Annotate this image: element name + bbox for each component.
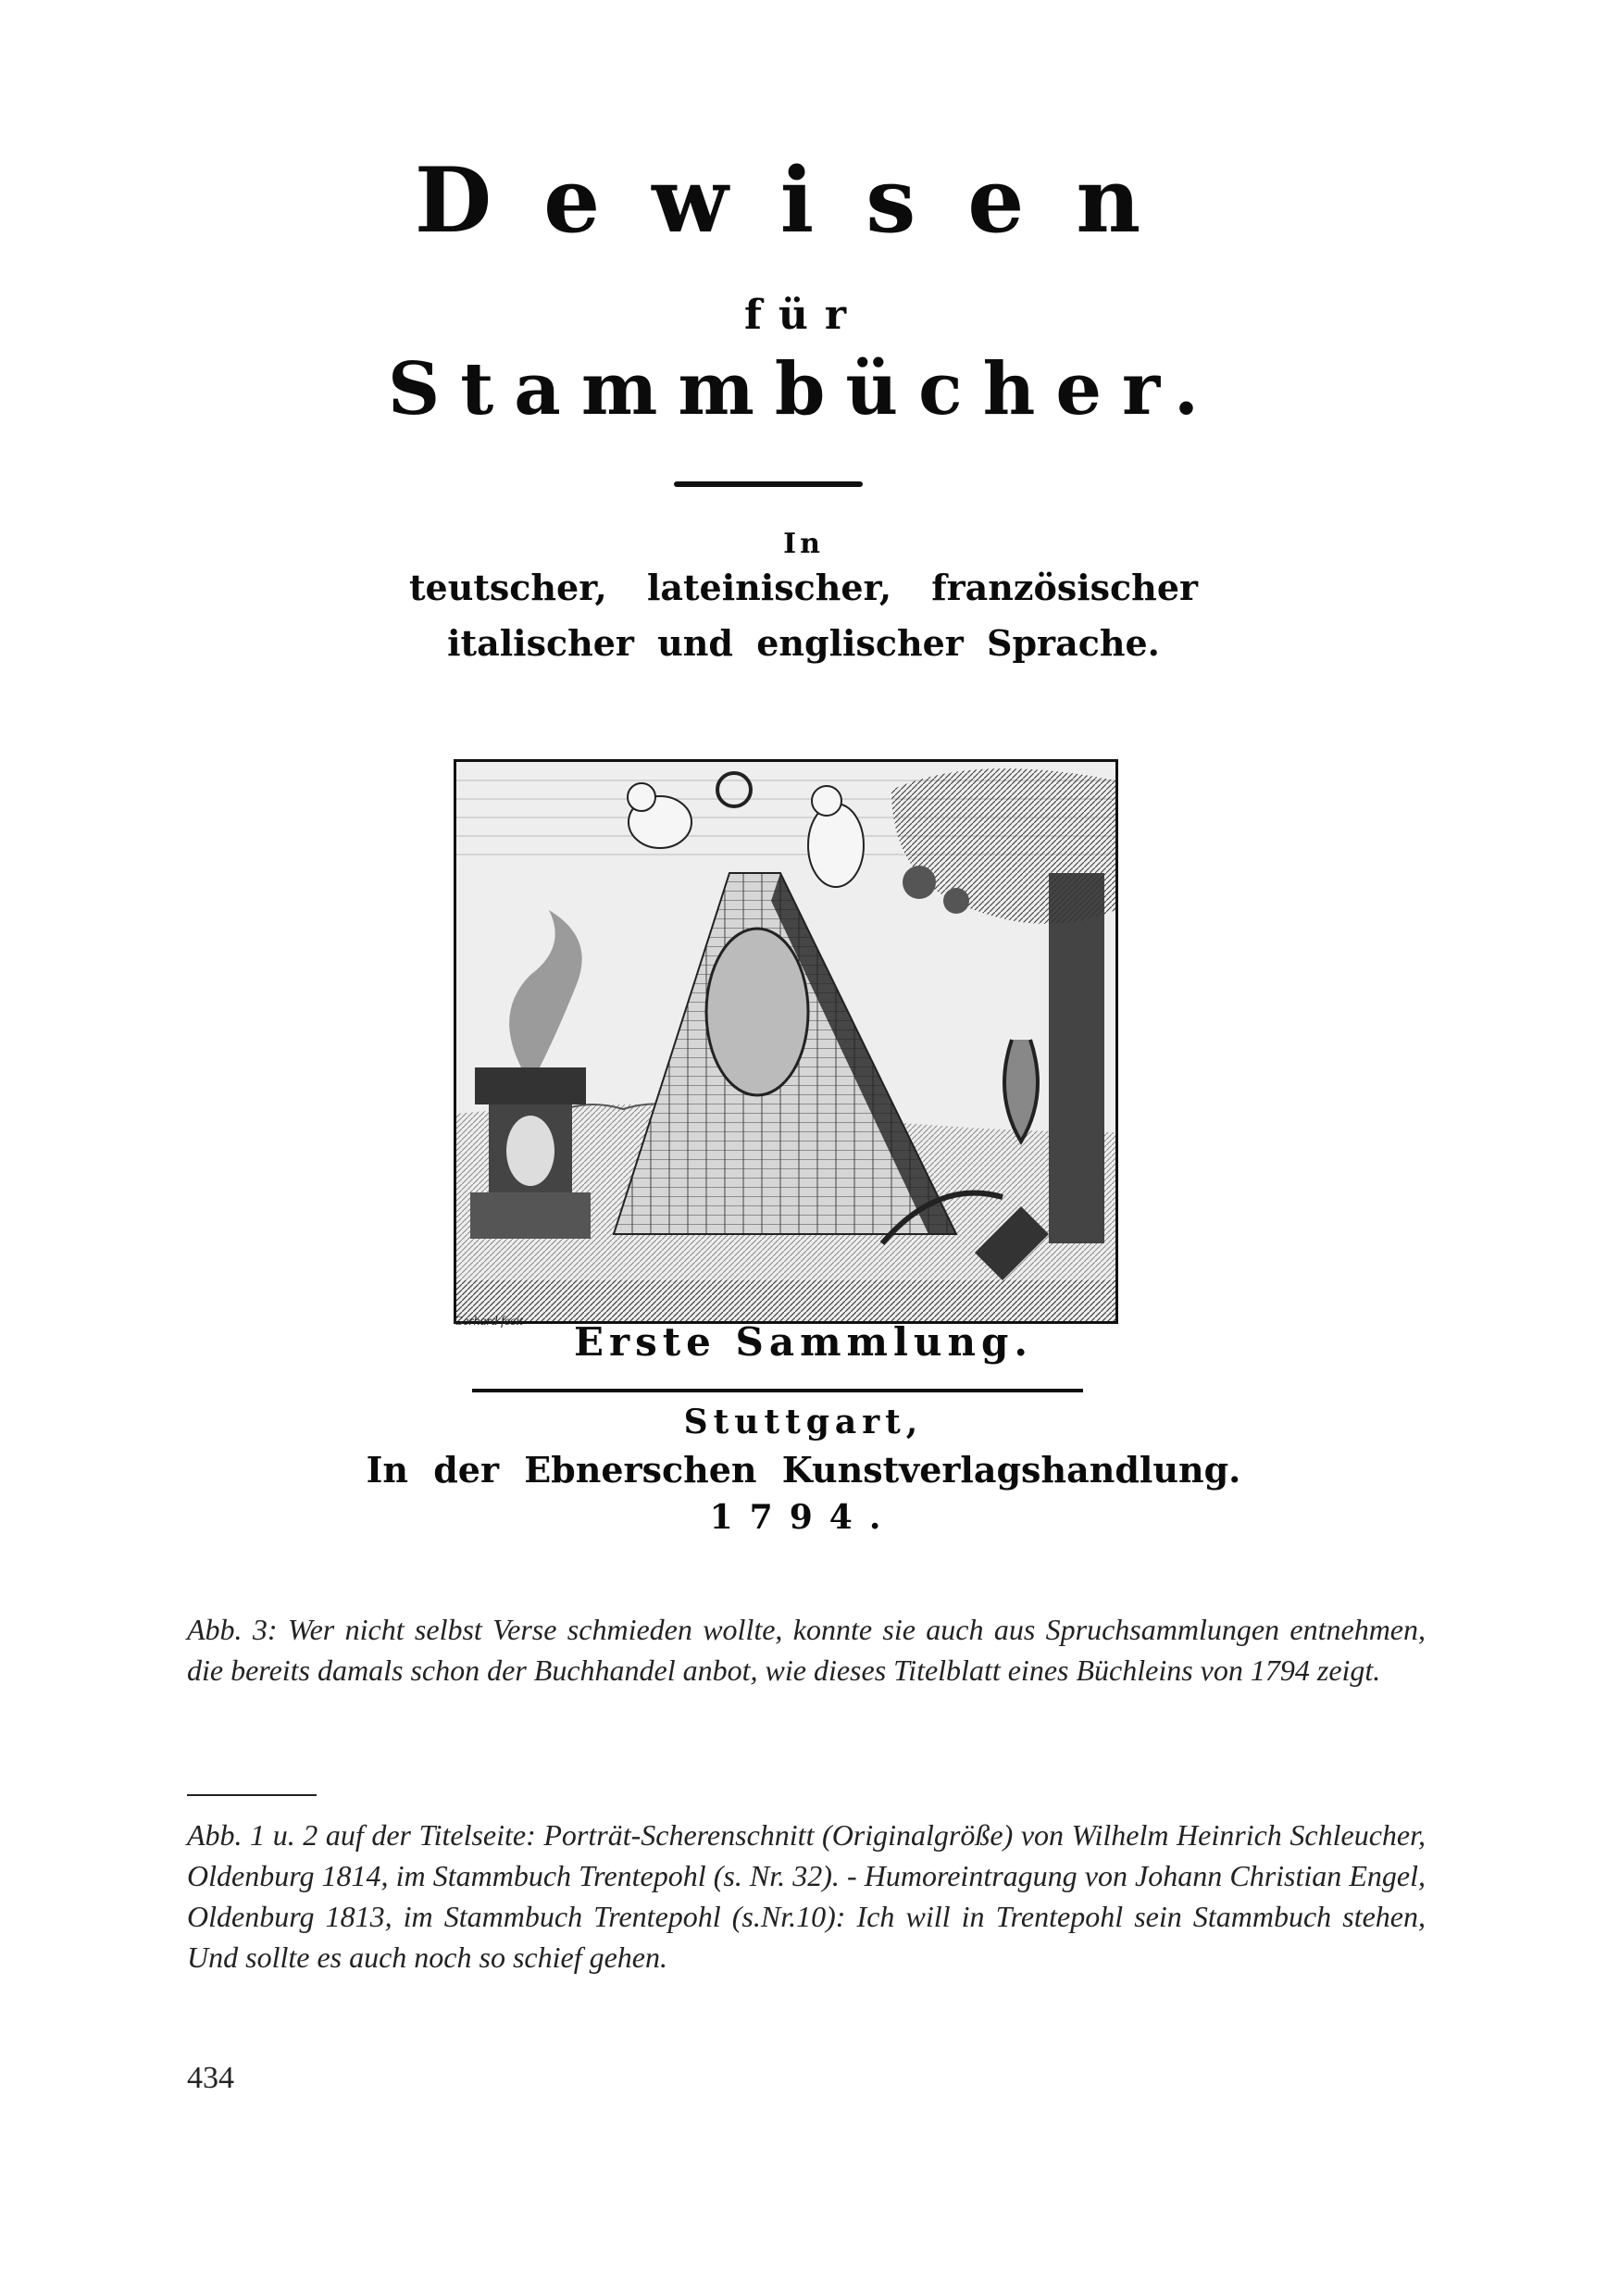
edition-label: Erste Sammlung.: [574, 1319, 1033, 1365]
engraving-illustration: [454, 759, 1118, 1324]
imprint-divider: [472, 1389, 1083, 1392]
engraver-signature: Gerhard fecit: [454, 1315, 524, 1329]
subtitle-in: In: [783, 528, 824, 560]
footnote-separator: [187, 1794, 317, 1796]
title-dewisen: Dewisen: [414, 148, 1193, 253]
imprint-year: 1794.: [709, 1498, 898, 1537]
subtitle-languages-line2: italischer und englischer Sprache.: [447, 622, 1160, 664]
title-stammbuecher: Stammbücher.: [387, 347, 1220, 431]
imprint-city: Stuttgart,: [683, 1403, 924, 1441]
figure-caption-abb3: Abb. 3: Wer nicht selbst Verse schmieden wollte, konnte sie auch aus Spruchsammlungen entnehmen, die bereits damals schon der Buchhandel anbot, wie dieses Titelblatt eines Büchleins von 1794 zeigt.: [187, 1613, 1426, 1687]
figure-caption-abb1-2: Abb. 1 u. 2 auf der Titelseite: Porträt-Scherenschnitt (Originalgröße) von Wilhelm Heinrich Schleucher, Oldenburg 1814, im Stammbuch Trentepohl (s. Nr. 32). - Humoreintragung von Johann Christian Engel, Oldenburg 1813, im Stammbuch Trentepohl (s.Nr.10): Ich will in Trentepohl sein Stammbuch stehen, Und sollte es auch noch so schief gehen.: [187, 1818, 1426, 1974]
title-divider: [674, 481, 863, 487]
engraving-drawing: [456, 762, 1115, 1321]
title-fuer: für: [743, 292, 864, 339]
imprint-publisher: In der Ebnerschen Kunstverlagshandlung.: [366, 1449, 1241, 1491]
page-number: 434: [187, 2061, 234, 2095]
subtitle-languages-line1: teutscher, lateinischer, französischer: [408, 567, 1199, 608]
